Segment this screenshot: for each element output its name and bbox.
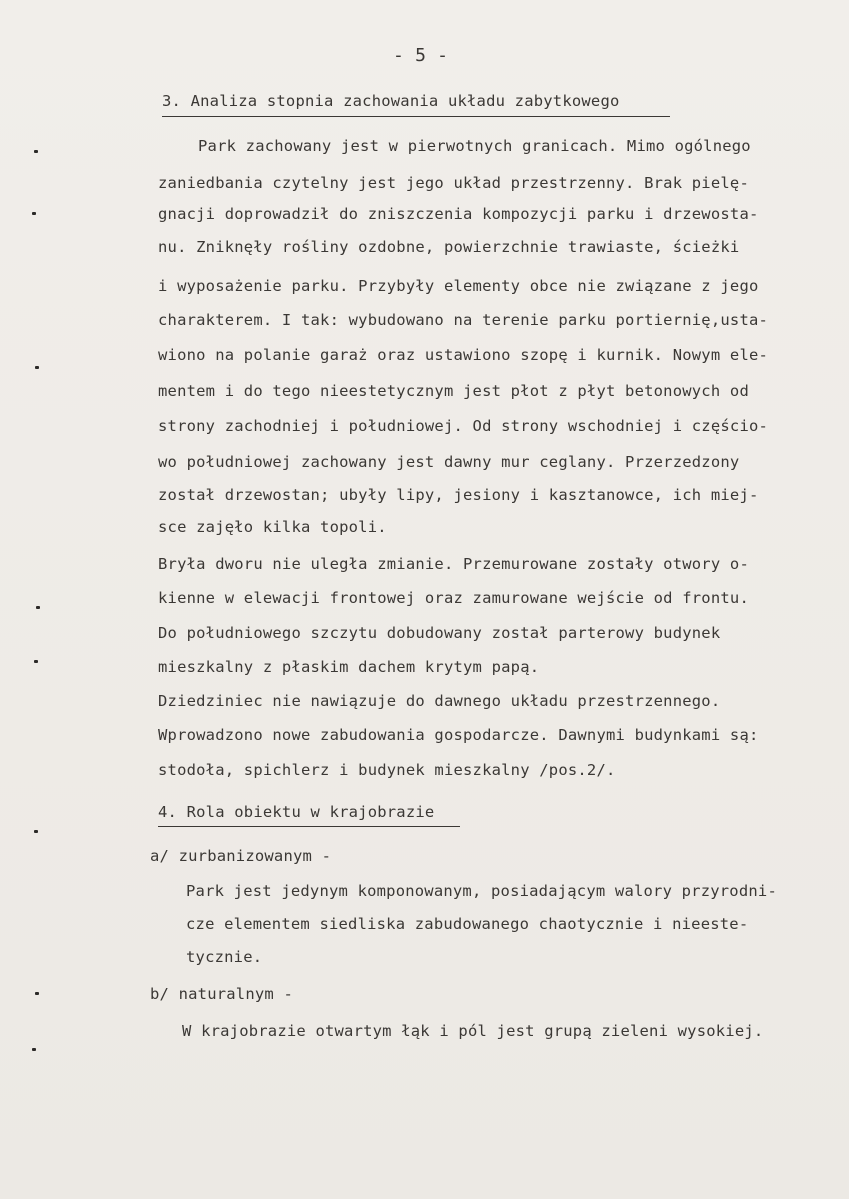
section-4-heading-underline xyxy=(158,826,460,827)
paragraph-line: nu. Zniknęły rośliny ozdobne, powierzchnie trawiaste, ścieżki xyxy=(158,238,740,256)
punch-mark xyxy=(34,830,38,833)
section-4-heading: 4. Rola obiektu w krajobrazie xyxy=(158,803,435,821)
paragraph-line: zaniedbania czytelny jest jego układ przestrzenny. Brak pielę- xyxy=(158,174,749,192)
paragraph-line: mentem i do tego nieestetycznym jest płot z płyt betonowych od xyxy=(158,382,749,400)
paragraph-line: Do południowego szczytu dobudowany został parterowy budynek xyxy=(158,624,721,642)
paragraph-line: mieszkalny z płaskim dachem krytym papą. xyxy=(158,658,540,676)
punch-mark xyxy=(35,366,39,369)
paragraph-line: cze elementem siedliska zabudowanego chaotycznie i nieeste- xyxy=(186,915,749,933)
subsection-b-label: b/ naturalnym - xyxy=(150,985,293,1003)
punch-mark xyxy=(34,660,38,663)
paragraph-line: został drzewostan; ubyły lipy, jesiony i kasztanowce, ich miej- xyxy=(158,486,759,504)
punch-mark xyxy=(36,606,40,609)
page-number: - 5 - xyxy=(393,45,449,66)
subsection-a-label: a/ zurbanizowanym - xyxy=(150,847,332,865)
paragraph-line: gnacji doprowadził do zniszczenia kompozycji parku i drzewosta- xyxy=(158,205,759,223)
paragraph-line: Park jest jedynym komponowanym, posiadającym walory przyrodni- xyxy=(186,882,777,900)
section-3-heading: 3. Analiza stopnia zachowania układu zabytkowego xyxy=(162,92,620,110)
paragraph-line: sce zajęło kilka topoli. xyxy=(158,518,387,536)
punch-mark xyxy=(32,212,36,215)
punch-mark xyxy=(32,1048,36,1051)
punch-mark xyxy=(35,992,39,995)
paragraph-line: Bryła dworu nie uległa zmianie. Przemurowane zostały otwory o- xyxy=(158,555,749,573)
paragraph-line: W krajobrazie otwartym łąk i pól jest grupą zieleni wysokiej. xyxy=(182,1022,764,1040)
paragraph-line: tycznie. xyxy=(186,948,263,966)
paragraph-line: charakterem. I tak: wybudowano na terenie parku portiernię,usta- xyxy=(158,311,769,329)
section-3-heading-underline xyxy=(162,116,670,117)
binding-punch-marks xyxy=(28,0,48,1199)
paragraph-line: Dziedziniec nie nawiązuje do dawnego układu przestrzennego. xyxy=(158,692,721,710)
paragraph-line: i wyposażenie parku. Przybyły elementy obce nie związane z jego xyxy=(158,277,759,295)
paragraph-line: strony zachodniej i południowej. Od strony wschodniej i częścio- xyxy=(158,417,769,435)
paragraph-line: kienne w elewacji frontowej oraz zamurowane wejście od frontu. xyxy=(158,589,749,607)
paragraph-line: Park zachowany jest w pierwotnych granicach. Mimo ogólnego xyxy=(198,137,751,155)
paragraph-line: Wprowadzono nowe zabudowania gospodarcze. Dawnymi budynkami są: xyxy=(158,726,759,744)
paragraph-line: stodoła, spichlerz i budynek mieszkalny /pos.2/. xyxy=(158,761,616,779)
paragraph-line: wiono na polanie garaż oraz ustawiono szopę i kurnik. Nowym ele- xyxy=(158,346,769,364)
paragraph-line: wo południowej zachowany jest dawny mur ceglany. Przerzedzony xyxy=(158,453,740,471)
punch-mark xyxy=(34,150,38,153)
